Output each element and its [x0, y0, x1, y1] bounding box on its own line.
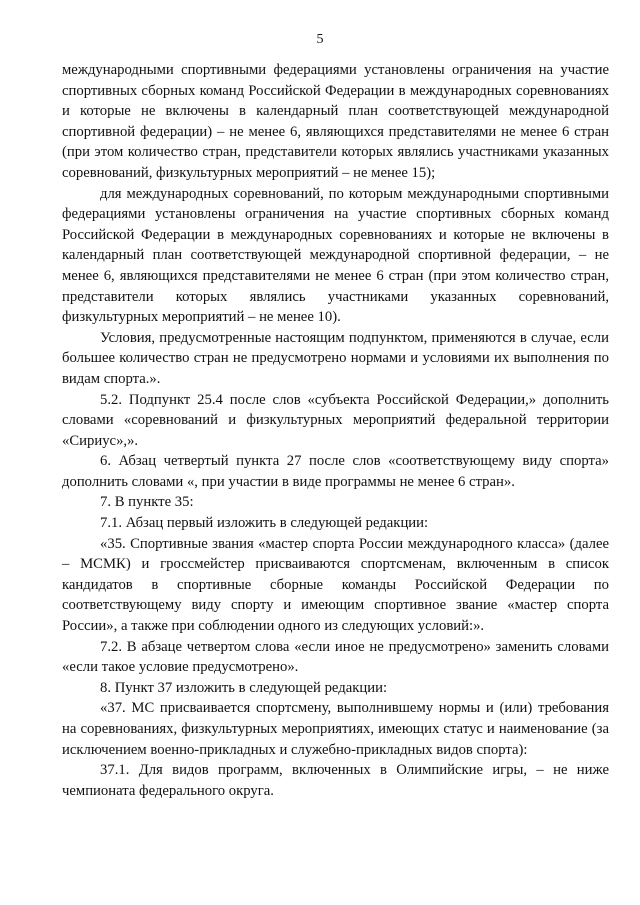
paragraph-continuation: международными спортивными федерациями установлены ограничения на участие спортивных сборных команд Российской Федерации в международных соревнованиях и которые не включены в календарный план соответствующей международной спортивной федерации) – не менее 6, являющихся представителями не менее 6 стран (при этом количество стран, представители которых являлись участниками указанных соревнований, физкультурных мероприятий – не менее 15); [62, 62, 609, 181]
document-body [62, 60, 609, 801]
paragraph-7: 7. В пункте 35: [100, 494, 194, 511]
paragraph-35: «35. Спортивные звания «мастер спорта России международного класса» (далее – МСМК) и гроссмейстер присваиваются спортсменам, включенным в список кандидатов в спортивные сборные команды Российской Федерации по соответствующему виду спорту и имеющим спортивное звание «мастер спорта России», а также при соблюдении одного из следующих условий:». [62, 535, 609, 635]
paragraph-6: 6. Абзац четвертый пункта 27 после слов «соответствующему виду спорта» дополнить словами «, при участии в виде программы не менее 6 стран». [62, 453, 609, 490]
paragraph-conditions: Условия, предусмотренные настоящим подпунктом, применяются в случае, если большее количество стран не предусмотрено нормами и условиями их выполнения по видам спорта.». [62, 329, 609, 387]
paragraph-37-1: 37.1. Для видов программ, включенных в Олимпийские игры, – не ниже чемпионата федерального округа. [62, 762, 609, 799]
paragraph-8: 8. Пункт 37 изложить в следующей редакции: [100, 679, 388, 696]
paragraph-7-1: 7.1. Абзац первый изложить в следующей редакции: [100, 515, 429, 532]
page-number: 5 [316, 32, 324, 47]
paragraph-5-2: 5.2. Подпункт 25.4 после слов «субъекта Российской Федерации,» дополнить словами «соревнований и физкультурных мероприятий федеральной территории «Сириус»,». [62, 391, 609, 449]
paragraph-7-2: 7.2. В абзаце четвертом слова «если иное не предусмотрено» заменить словами «если такое условие предусмотрено». [62, 638, 609, 676]
paragraph-37: «37. МС присваивается спортсмену, выполнившему нормы и (или) требования на соревнованиях, физкультурных мероприятиях, имеющих статус и наименование (за исключением военно-прикладных и служебно-прикладных видов спорта): [62, 700, 609, 758]
paragraph-international-competitions: для международных соревнований, по которым международными спортивными федерациями установлены ограничения на участие спортивных сборных команд Российской Федерации в международных соревнованиях и которые не включены в календарный план соответствующей международной спортивной федерации, – не менее 6, являющихся представителями не менее 6 стран (при этом количество стран, представители которых являлись участниками указанных соревнований, физкультурных мероприятий – не менее 10). [62, 185, 609, 326]
